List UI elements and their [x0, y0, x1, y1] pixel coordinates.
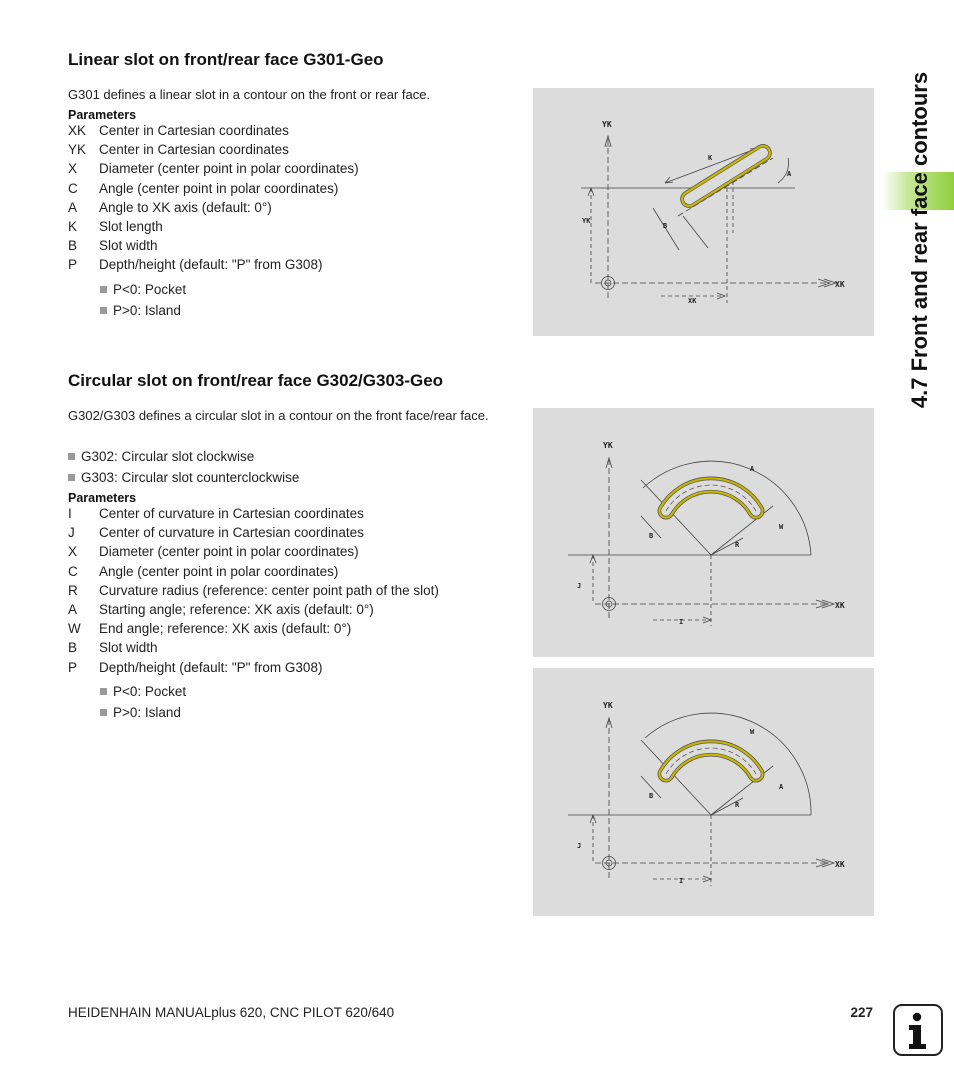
- square-bullet-icon: [100, 286, 107, 293]
- parameter-row: R Curvature radius (reference: center point path of the slot): [68, 582, 439, 598]
- section-intro: G302/G303 defines a circular slot in a contour on the front face/rear face.: [68, 408, 489, 423]
- parameter-row: C Angle (center point in polar coordinates): [68, 180, 339, 196]
- label-b: B: [649, 792, 654, 800]
- bullet-item: P<0: Pocket: [100, 282, 186, 297]
- label-w: W: [750, 728, 755, 736]
- info-icon: [893, 1004, 943, 1056]
- label-a: A: [779, 783, 784, 791]
- label-yk: YK: [603, 701, 613, 710]
- bullet-item: P>0: Island: [100, 303, 181, 318]
- bullet-item: G303: Circular slot counterclockwise: [68, 470, 299, 485]
- footer-text: HEIDENHAIN MANUALplus 620, CNC PILOT 620/640: [68, 1005, 395, 1020]
- section-intro: G301 defines a linear slot in a contour on the front or rear face.: [68, 87, 431, 102]
- square-bullet-icon: [68, 453, 75, 460]
- label-j: J: [577, 582, 582, 590]
- label-k: K: [708, 154, 713, 162]
- figure-circular-slot-clockwise: [533, 408, 874, 657]
- label-i: I: [679, 618, 684, 626]
- label-yk: YK: [603, 441, 613, 450]
- figure-linear-slot: [533, 88, 874, 336]
- parameter-list: [68, 504, 518, 677]
- parameter-row: XK Center in Cartesian coordinates: [68, 123, 289, 138]
- parameters-heading: Parameters: [68, 491, 137, 505]
- label-xk: XK: [835, 860, 845, 869]
- label-a: A: [750, 465, 755, 473]
- parameter-row: K Slot length: [68, 218, 163, 234]
- section-title-circular-slot: Circular slot on front/rear face G302/G303-Geo: [68, 371, 444, 390]
- bullet-item: P<0: Pocket: [100, 684, 186, 699]
- parameter-row: P Depth/height (default: "P" from G308): [68, 257, 323, 273]
- parameter-row: W End angle; reference: XK axis (default: 0°): [68, 621, 352, 637]
- label-xk: XK: [835, 280, 845, 289]
- parameter-row: YK Center in Cartesian coordinates: [68, 142, 289, 158]
- parameter-row: X Diameter (center point in polar coordinates): [68, 161, 359, 177]
- label-j: J: [577, 842, 582, 850]
- label-r: R: [735, 801, 740, 809]
- parameter-row: B Slot width: [68, 640, 158, 656]
- parameter-row: C Angle (center point in polar coordinates): [68, 563, 339, 579]
- chapter-sidebar: [885, 40, 954, 440]
- label-i: I: [679, 877, 684, 885]
- parameter-row: I Center of curvature in Cartesian coordinates: [68, 506, 364, 521]
- parameters-heading: Parameters: [68, 108, 137, 122]
- parameter-row: P Depth/height (default: "P" from G308): [68, 659, 323, 675]
- label-b: B: [649, 532, 654, 540]
- label-w: W: [779, 523, 784, 531]
- parameter-row: A Starting angle; reference: XK axis (default: 0°): [68, 601, 374, 617]
- section-title-linear-slot: Linear slot on front/rear face G301-Geo: [68, 50, 384, 69]
- label-yk: YK: [602, 120, 612, 129]
- label-yk-dimension: YK: [582, 217, 591, 225]
- square-bullet-icon: [100, 709, 107, 716]
- chapter-title: 4.7 Front and rear face contours: [907, 71, 932, 409]
- figure-circular-slot-counterclockwise: [533, 668, 874, 916]
- bullet-item: G302: Circular slot clockwise: [68, 449, 254, 464]
- square-bullet-icon: [100, 307, 107, 314]
- parameter-row: B Slot width: [68, 238, 158, 254]
- label-r: R: [735, 541, 740, 549]
- parameter-row: X Diameter (center point in polar coordinates): [68, 544, 359, 560]
- parameter-list: [68, 121, 518, 275]
- parameter-row: J Center of curvature in Cartesian coordinates: [68, 525, 364, 541]
- page-number: 227: [850, 1005, 873, 1020]
- square-bullet-icon: [100, 688, 107, 695]
- parameter-row: A Angle to XK axis (default: 0°): [68, 199, 272, 215]
- square-bullet-icon: [68, 474, 75, 481]
- label-b: B: [663, 222, 668, 230]
- bullet-item: P>0: Island: [100, 705, 181, 720]
- label-xk: XK: [835, 601, 845, 610]
- label-a: A: [787, 170, 792, 178]
- label-xk-dimension: XK: [688, 297, 697, 305]
